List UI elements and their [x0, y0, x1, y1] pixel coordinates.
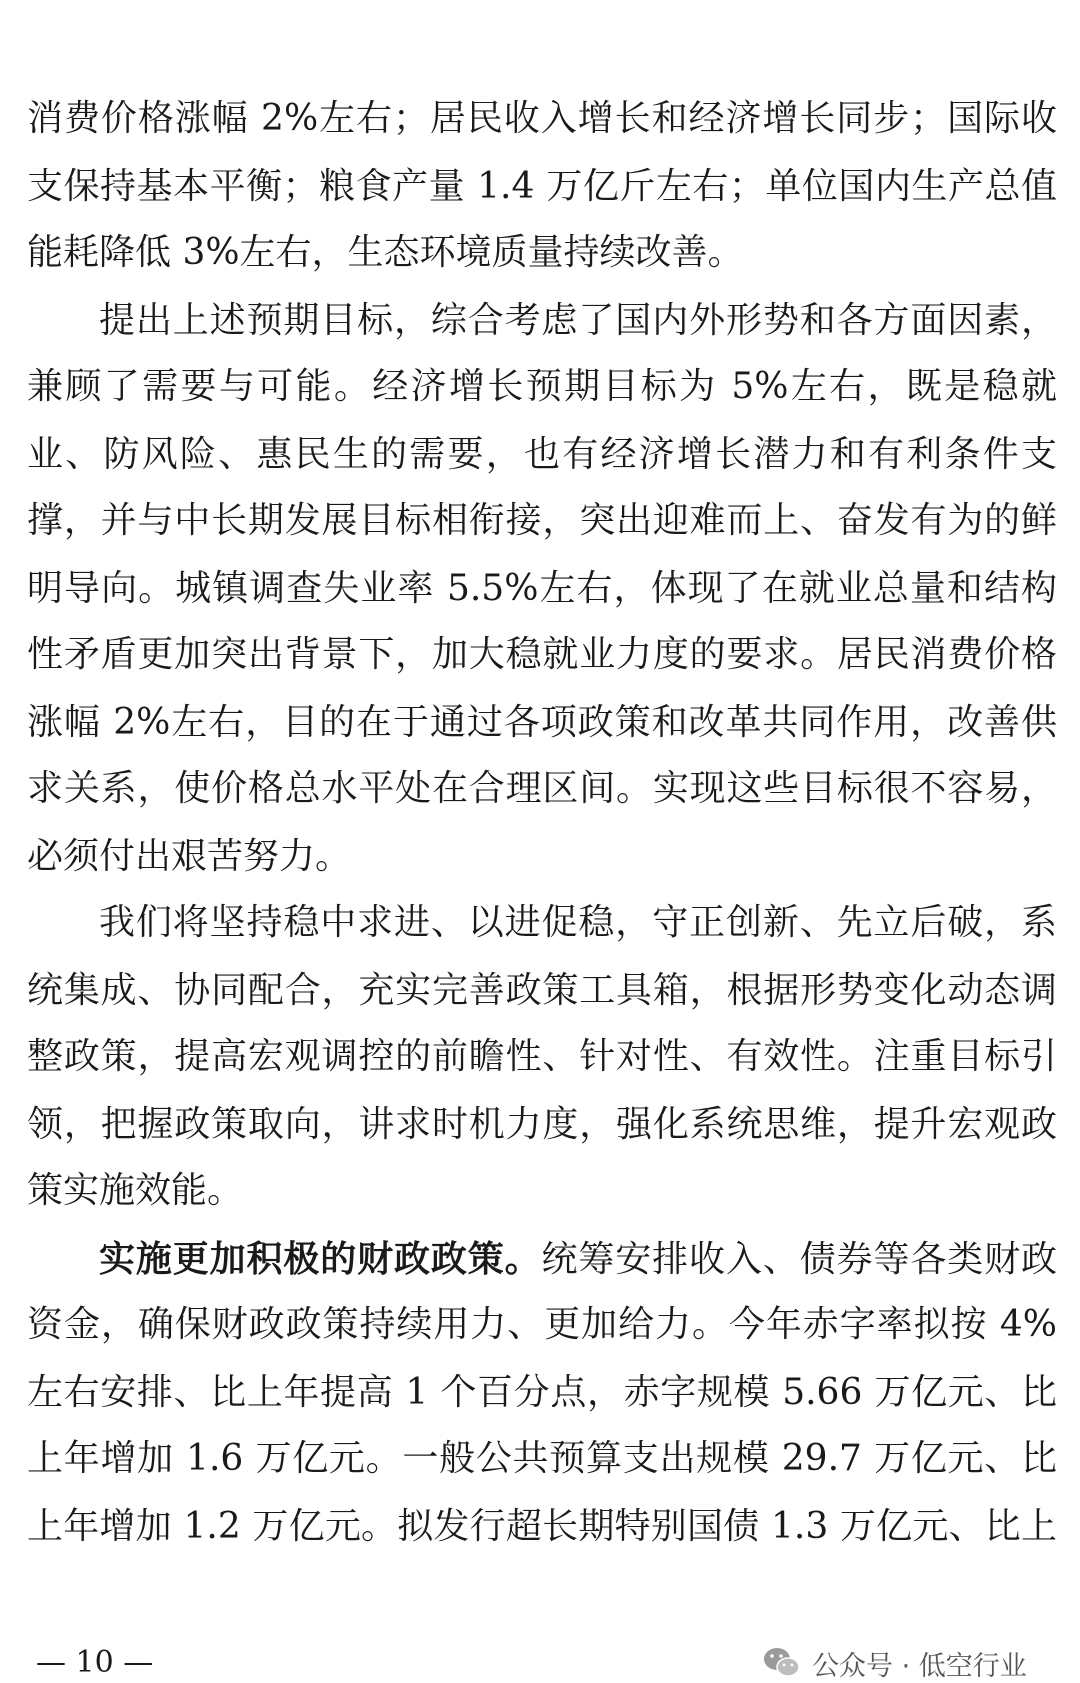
text-line: 撑，并与中长期发展目标相衔接，突出迎难而上、奋发有为的鲜: [27, 500, 1057, 541]
text-line: 涨幅 2%左右，目的在于通过各项政策和改革共同作用，改善供: [27, 702, 1057, 743]
watermark: [762, 1643, 1027, 1683]
text-line: 上年增加 1.2 万亿元。拟发行超长期特别国债 1.3 万亿元、比上: [27, 1506, 1057, 1547]
text-line: 统集成、协同配合，充实完善政策工具箱，根据形势变化动态调: [27, 970, 1057, 1011]
text-line: 领，把握政策取向，讲求时机力度，强化系统思维，提升宏观政: [27, 1104, 1057, 1145]
paragraph-start-line: 我们将坚持稳中求进、以进促稳，守正创新、先立后破，系: [99, 902, 1057, 943]
page-number: — 10 —: [36, 1645, 154, 1680]
watermark-text: 公众号 · 低空行业: [812, 1650, 1027, 1682]
text-line: 能耗降低 3%左右，生态环境质量持续改善。: [27, 232, 744, 273]
text-line: 资金，确保财政政策持续用力、更加给力。今年赤字率拟按 4%: [27, 1304, 1057, 1345]
text-line: 明导向。城镇调查失业率 5.5%左右，体现了在就业总量和结构: [27, 568, 1057, 609]
text-line: 业、防风险、惠民生的需要，也有经济增长潜力和有利条件支: [27, 434, 1057, 475]
text-line: 整政策，提高宏观调控的前瞻性、针对性、有效性。注重目标引: [27, 1036, 1057, 1077]
text-line: 左右安排、比上年提高 1 个百分点，赤字规模 5.66 万亿元、比: [27, 1372, 1057, 1413]
paragraph-start-line: [99, 1235, 1057, 1283]
bold-heading: 实施更加积极的财政政策。: [99, 1238, 542, 1280]
heading-continuation: 统筹安排收入、债券等各类财政: [541, 1239, 1057, 1280]
text-line: 上年增加 1.6 万亿元。一般公共预算支出规模 29.7 万亿元、比: [27, 1438, 1057, 1479]
text-line: 性矛盾更加突出背景下，加大稳就业力度的要求。居民消费价格: [27, 634, 1057, 675]
text-line: 兼顾了需要与可能。经济增长预期目标为 5%左右，既是稳就: [27, 366, 1057, 407]
text-line: 支保持基本平衡；粮食产量 1.4 万亿斤左右；单位国内生产总值: [27, 166, 1057, 207]
text-line: 策实施效能。: [27, 1170, 244, 1211]
text-line: 必须付出艰苦努力。: [27, 836, 352, 877]
text-line: 消费价格涨幅 2%左右；居民收入增长和经济增长同步；国际收: [27, 98, 1057, 139]
paragraph-start-line: 提出上述预期目标，综合考虑了国内外形势和各方面因素，: [99, 300, 1057, 341]
text-line: 求关系，使价格总水平处在合理区间。实现这些目标很不容易，: [27, 768, 1057, 809]
wechat-icon: [762, 1646, 802, 1680]
